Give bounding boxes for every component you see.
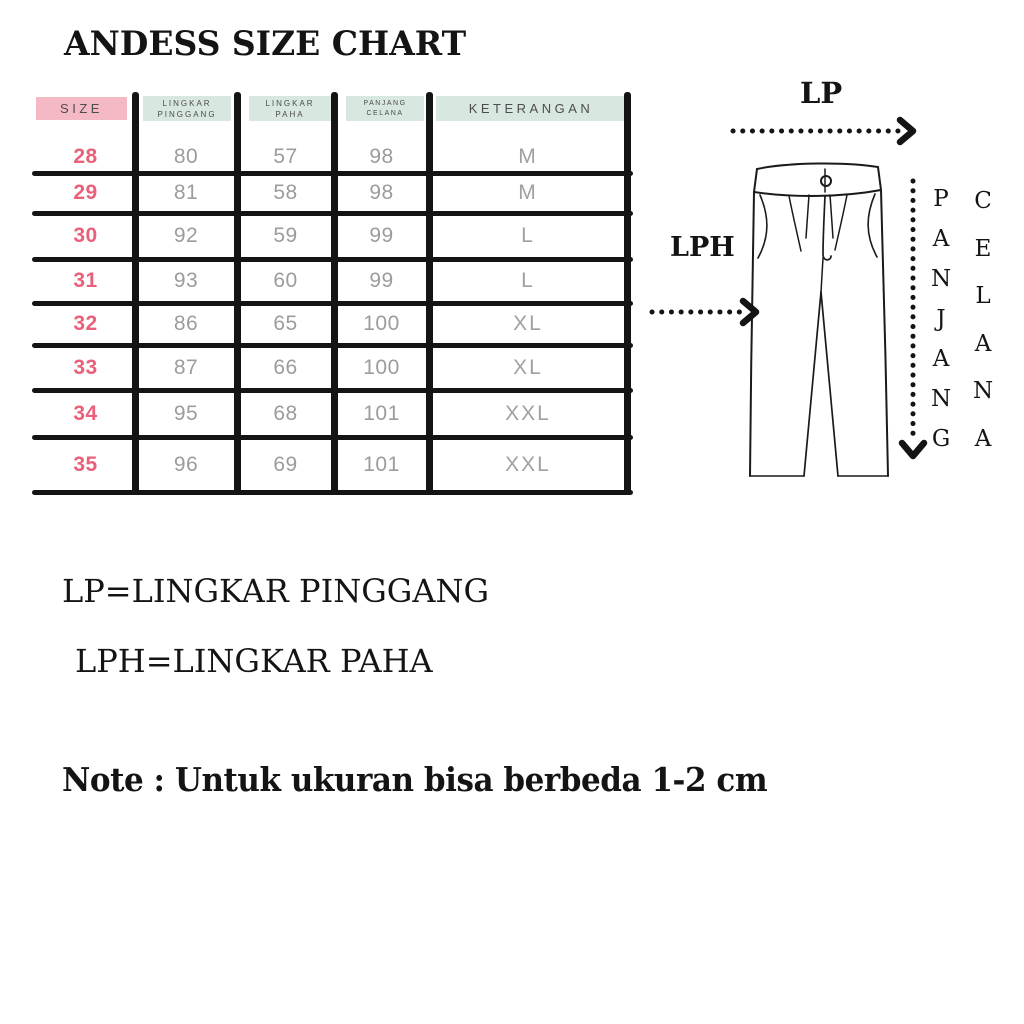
header-line: PAHA xyxy=(275,109,305,119)
vertical-label-panjang xyxy=(928,186,954,452)
table-cell: 98 xyxy=(369,144,394,168)
note-text: Note : Untuk ukuran bisa berbeda 1-2 cm xyxy=(62,760,768,799)
size-value: 28 xyxy=(73,144,98,168)
size-value: 35 xyxy=(73,452,98,476)
vertical-letter: L xyxy=(975,283,991,310)
table-cell: XXL xyxy=(505,452,551,476)
table-cell: 69 xyxy=(273,452,298,476)
table-column-divider xyxy=(331,92,338,494)
vertical-letter: G xyxy=(931,426,951,452)
table-cell: M xyxy=(518,181,538,204)
header-line: PINGGANG xyxy=(157,109,217,119)
header-line: LINGKAR xyxy=(162,98,212,108)
size-value: 33 xyxy=(73,355,98,379)
size-value: 32 xyxy=(73,312,98,335)
table-column-divider xyxy=(132,92,139,494)
table-cell: 87 xyxy=(173,355,199,379)
vertical-letter: A xyxy=(974,330,992,357)
vertical-label-celana xyxy=(970,188,996,452)
vertical-letter: N xyxy=(930,386,952,412)
table-cell: 66 xyxy=(273,355,298,379)
table-cell: 80 xyxy=(173,144,199,168)
column-header-keterangan-label: KETERANGAN xyxy=(468,101,594,116)
panjang-celana-arrow-icon xyxy=(902,181,924,456)
legend-lph: LPH=LINGKAR PAHA xyxy=(75,642,433,680)
table-cell: 58 xyxy=(273,181,298,204)
table-column-divider xyxy=(624,92,631,494)
table-cell: 99 xyxy=(369,269,394,292)
vertical-letter: C xyxy=(974,188,992,214)
table-cell: 95 xyxy=(173,401,199,425)
vertical-letter: E xyxy=(974,235,992,262)
table-cell: 100 xyxy=(363,312,400,335)
size-value: 31 xyxy=(73,269,98,292)
header-line: LINGKAR xyxy=(265,98,315,108)
lph-arrow-icon xyxy=(652,301,756,323)
table-column-divider xyxy=(426,92,433,494)
table-cell: 98 xyxy=(369,181,394,204)
table-cell: 86 xyxy=(173,312,199,335)
vertical-letter: A xyxy=(932,346,950,372)
vertical-letter: P xyxy=(933,186,949,212)
vertical-letter: J xyxy=(936,306,946,332)
table-cell: 59 xyxy=(273,224,298,247)
lph-measure-label: LPH xyxy=(670,232,735,263)
table-cell: 65 xyxy=(273,312,298,335)
table-column-divider xyxy=(234,92,241,494)
table-cell: 68 xyxy=(273,401,298,425)
vertical-letter: N xyxy=(930,266,952,292)
table-cell: 93 xyxy=(173,269,199,292)
vertical-letter: A xyxy=(932,226,950,252)
table-cell: XL xyxy=(513,355,543,379)
table-cell: 81 xyxy=(173,181,199,204)
table-cell: L xyxy=(521,269,535,292)
vertical-letter: A xyxy=(974,425,992,452)
header-line: CELANA xyxy=(366,109,404,117)
table-cell: 100 xyxy=(363,355,400,379)
table-cell: 101 xyxy=(363,401,400,425)
size-value: 29 xyxy=(73,181,98,204)
table-cell: 101 xyxy=(363,452,400,476)
table-cell: 60 xyxy=(273,269,298,292)
table-cell: XXL xyxy=(505,401,551,425)
size-value: 34 xyxy=(73,401,98,425)
page-title: ANDESS SIZE CHART xyxy=(64,24,467,64)
table-cell: 92 xyxy=(173,224,199,247)
table-cell: 57 xyxy=(273,144,298,168)
vertical-letter: N xyxy=(972,378,994,405)
lp-arrow-icon xyxy=(733,120,913,142)
table-cell: L xyxy=(521,224,535,247)
table-cell: M xyxy=(518,144,538,168)
size-value: 30 xyxy=(73,224,98,247)
table-cell: 96 xyxy=(173,452,199,476)
lp-measure-label: LP xyxy=(800,76,843,110)
table-cell: 99 xyxy=(369,224,394,247)
header-line: PANJANG xyxy=(363,99,407,107)
column-header-size-label: SIZE xyxy=(60,101,103,116)
table-cell: XL xyxy=(513,312,543,335)
legend-lp: LP=LINGKAR PINGGANG xyxy=(62,572,489,610)
